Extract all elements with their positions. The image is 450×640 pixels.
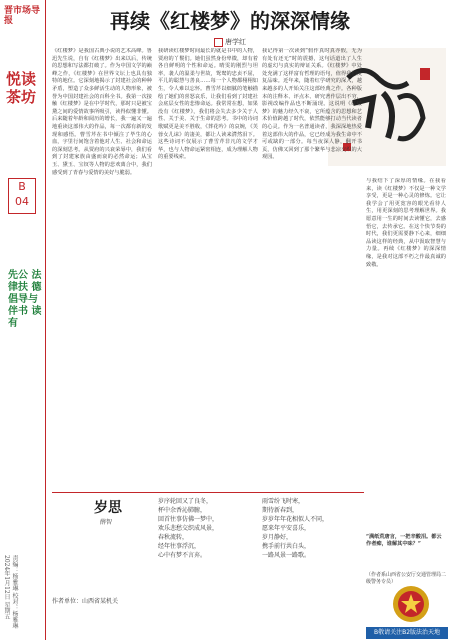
section-divider	[52, 492, 364, 493]
byline-marker	[214, 38, 223, 47]
poem-line: 欢乐悲愁交织成风景，	[158, 525, 219, 532]
pull-quote: “满纸荒唐言，一把辛酸泪。都云作者痴，谁解其中味？”	[366, 534, 442, 547]
poem-author-note: 作者单位：山西省某机关	[52, 598, 119, 605]
poem-line: 携手前行共白头，	[262, 543, 311, 550]
poem-lines-a	[158, 497, 258, 560]
byline	[200, 37, 260, 47]
article-column-2: 我研读红楼梦时间最长的就是书中的人物，贾府的丫鬟们。她们虽然身份卑微，却有着各自鲜明的个性和命运。晴雯的刚烈与坦率，袭人的温柔与世故，鸳鸯的忠贞不屈，平儿的聪慧与善良……每一个人物都栩栩如生，令人难以忘怀。曹雪芹以细腻的笔触描绘了她们的喜怒哀乐，让我们看到了封建社会底层女性的悲惨命运。我常常在想，如果没有《红楼梦》，我们将会失去多少关于人性、关于美、关于生命的思考。书中的诗词歌赋更是美不胜收，《葬花吟》的哀婉，《芙蓉女儿诔》的凄美，都让人读来潸然泪下。这些诗词不仅展示了曹雪芹非凡的文学才华，也与人物命运紧密相连，成为理解人物的重要线索。	[158, 48, 258, 161]
promo-banner: B敬请关注B2版法治天地	[366, 627, 448, 639]
poem-line: 一路风景一路歌。	[262, 552, 311, 559]
article-column-3: 我记得第一次读到“假作真时真亦假，无为有处有还无”时的震撼，这句话道出了人生的虚幻与真实的辩证关系。《红楼梦》中处处充满了这样富有哲理的语句，值得我们反复品味。近年来，随着红学研究的深入，越来越多的人开始关注这部经典之作。各种版本的注释本、评点本、研究著作层出不穷，影视改编作品也不断涌现。这说明《红楼梦》的魅力经久不衰，它所蕴含的思想和艺术价值跨越了时代，依然能够打动当代读者的心灵。作为一名普通读者，我深深地热爱着这部伟大的作品，它已经成为我生命中不可或缺的一部分。每当夜深人静，翻开书页，仿佛又回到了那个繁华与悲凉交织的大观园。	[262, 48, 362, 161]
article-title: 再续《红楼梦》的深深情缘	[110, 9, 350, 33]
article-column-4: 与我结下了深厚的情缘。在我看来，读《红楼梦》不仅是一种文学享受，更是一种心灵的修炼。它让我学会了用更宽容的眼光看待人生，用更深刻的思考理解世界。我愿意用一生的时间去读懂它，去感悟它，去传承它。在这个快节奏的时代，我们更需要静下心来，细细品读这样的经典，从中汲取智慧与力量。再续《红楼梦》的深深情缘，是我对这部不朽之作最真诚的致敬。	[366, 178, 446, 268]
masthead-divider	[45, 0, 46, 640]
poem-line: 岁月静好，	[262, 534, 293, 541]
poem-line: 愿来年平安喜乐，	[262, 525, 311, 532]
section-code: B 04	[8, 178, 36, 214]
poem-line: 春秋流转，	[158, 534, 189, 541]
article-column-1: 《红楼梦》是我国古典小说的艺术高峰。鲁迅先生说，自有《红楼梦》出来以后，传统的思想和写法都打破了。作为中国文学的巅峰之作，《红楼梦》在世界文坛上也具有独特的地位。它深刻地揭示了封建社会的种种矛盾，塑造了众多鲜活生动的人物形象，被誉为中国封建社会的百科全书。我第一次接触《红楼梦》是在中学时代，那时只是被宝黛之间的爱情故事所吸引，读得似懂非懂。后来随着年龄和阅历的增长，我一遍又一遍地重读这部伟大的作品，每一次都有新的发现和感悟。曹雪芹在书中倾注了毕生的心血，字里行间饱含着他对人生、社会和命运的深刻思考。从贾府的兴衰荣辱中，我们看到了封建家族由盛而衰的必然命运；从宝玉、黛玉、宝钗等人物的悲欢离合中，我们感受到了青春与爱情的美好与脆弱。	[52, 48, 152, 176]
poem-lines-b	[262, 497, 362, 560]
poem-author: 薛智	[100, 519, 113, 526]
poem-line: 心中有梦不言弃。	[158, 552, 207, 559]
slogan: 先公 法律扶 德 倡导与 伴书 读有	[8, 270, 42, 329]
poem-title: 岁思	[94, 500, 122, 516]
poem-line: 回首往事仿佛一梦中，	[158, 516, 219, 523]
poem-line: 岁序轮回又了良冬，	[158, 498, 213, 505]
author-footnote: （作者系山西省公安厅交通管理局二级警务专员）	[366, 572, 447, 585]
poem-line: 雨雪纷飞时寒，	[262, 498, 305, 505]
poem-line: 岁岁年年花相似人不同，	[262, 516, 329, 523]
newspaper-logo: 晋市场导报	[4, 6, 41, 26]
police-emblem-icon	[392, 585, 430, 623]
poem-line: 经年往事浮沉，	[158, 543, 201, 550]
section-title: 悦读茶坊	[6, 70, 37, 106]
poem-line: 杯中余香沁肺腑，	[158, 507, 207, 514]
poem-line: 期待新春到，	[262, 507, 299, 514]
byline-author: 唐学红	[225, 38, 246, 46]
page-meta: 责编：杨雅琳 校对：杨雅琳 2024年1月12日 星期五	[3, 555, 18, 629]
